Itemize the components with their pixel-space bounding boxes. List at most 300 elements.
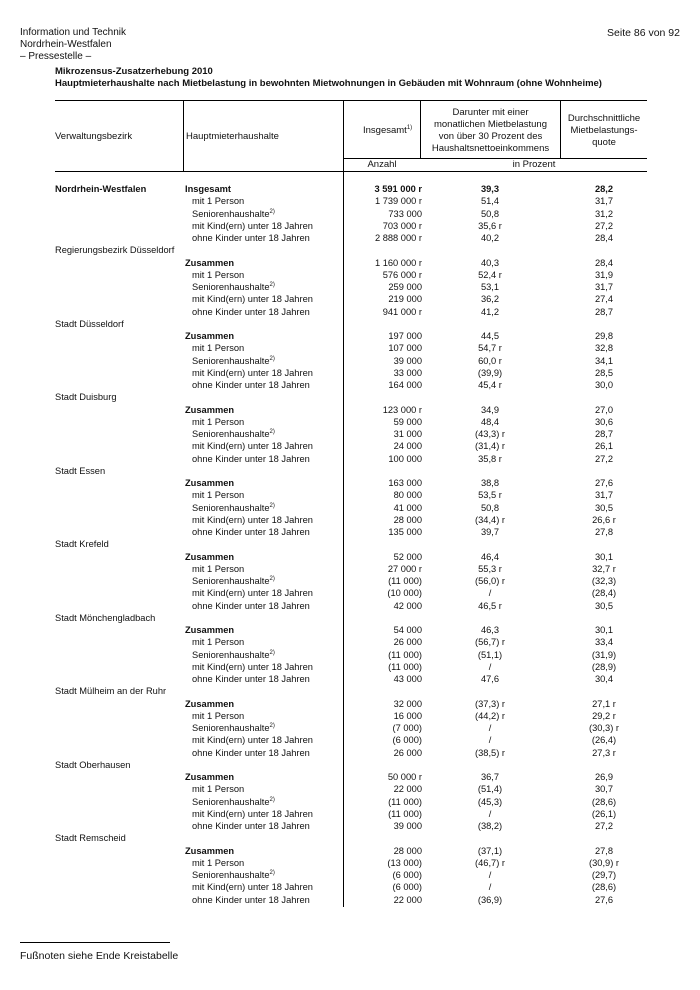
col-header-darunter — [421, 107, 560, 155]
darunter-cell: (37,1) — [477, 845, 503, 856]
durchschnitt-cell: 31,7 — [594, 196, 614, 207]
category-cell — [185, 183, 231, 195]
table-row — [0, 673, 700, 685]
footnote-reference: Fußnoten siehe Ende Kreistabelle — [20, 950, 179, 962]
durchschnitt-cell: 30,1 — [594, 551, 614, 562]
category-cell — [185, 551, 234, 563]
insgesamt-cell: (11 000) — [388, 808, 422, 819]
darunter-cell: 50,8 — [480, 208, 500, 219]
insgesamt-cell: 52 000 — [393, 551, 422, 562]
publisher-line-2: Nordrhein-Westfalen — [20, 39, 112, 50]
category-label: mit Kind(ern) unter 18 Jahren — [192, 220, 313, 231]
durchschnitt-cell: (28,9) — [591, 661, 617, 672]
bezirk-cell: Regierungsbezirk Düsseldorf — [55, 245, 175, 256]
durchschnitt-cell: 31,9 — [594, 269, 614, 280]
darunter-cell: 40,3 — [480, 257, 500, 268]
darunter-cell: 55,3 r — [478, 563, 502, 574]
darunter-cell: 39,7 — [480, 527, 500, 537]
category-footnote: 2) — [269, 576, 275, 582]
table-row — [0, 820, 700, 832]
col-header-hauptmieter: Hauptmieterhaushalte — [186, 131, 279, 142]
category-label: mit 1 Person — [192, 416, 245, 427]
category-cell — [192, 440, 313, 452]
insgesamt-cell: 219 000 — [388, 294, 422, 305]
table-row — [0, 330, 700, 342]
category-label: mit Kind(ern) unter 18 Jahren — [192, 441, 313, 452]
table-row — [0, 832, 700, 844]
table-row — [0, 440, 700, 452]
table-row — [0, 306, 700, 318]
insgesamt-cell: (7 000) — [392, 723, 422, 733]
category-cell — [192, 355, 275, 367]
unit-prozent: in Prozent — [512, 159, 556, 170]
category-cell — [192, 281, 275, 293]
category-cell — [185, 624, 234, 636]
durchschnitt-line-2: Mietbelastungs- — [570, 125, 638, 136]
table-top-rule — [55, 100, 647, 101]
darunter-cell: (56,0) r — [475, 576, 505, 586]
darunter-cell: / — [488, 588, 492, 599]
col-header-verwaltungsbezirk: Verwaltungsbezirk — [55, 131, 133, 142]
table-row — [0, 796, 700, 808]
insgesamt-cell: 43 000 — [393, 674, 422, 684]
insgesamt-cell: 80 000 — [393, 490, 422, 501]
category-cell — [192, 783, 244, 795]
table-row — [0, 293, 700, 305]
bezirk-cell: Stadt Mülheim an der Ruhr — [55, 686, 167, 697]
col-header-insgesamt — [363, 125, 412, 137]
category-label: Seniorenhaushalte — [192, 429, 270, 439]
insgesamt-cell: 54 000 — [393, 625, 422, 635]
table-row — [0, 722, 700, 734]
insgesamt-cell: 50 000 r — [387, 772, 422, 782]
durchschnitt-cell: 31,7 — [594, 490, 614, 501]
table-row — [0, 661, 700, 673]
category-cell — [192, 600, 310, 612]
bezirk-cell: Stadt Oberhausen — [55, 759, 131, 770]
category-footnote: 2) — [269, 502, 275, 509]
category-label: Seniorenhaushalte — [192, 870, 270, 880]
table-row — [0, 551, 700, 563]
category-label: Zusammen — [185, 772, 235, 782]
table-row — [0, 489, 700, 501]
table-row — [0, 857, 700, 869]
darunter-cell: 48,4 — [480, 416, 500, 427]
insgesamt-cell: 164 000 — [388, 380, 422, 390]
table-row — [0, 465, 700, 477]
insgesamt-cell: (13 000) — [387, 857, 422, 868]
category-cell — [192, 587, 313, 599]
durchschnitt-cell: 28,2 — [594, 184, 614, 194]
durchschnitt-cell: 28,4 — [594, 257, 614, 268]
category-cell — [192, 796, 275, 808]
darunter-cell: 53,1 — [480, 282, 500, 292]
darunter-cell: 35,8 r — [478, 453, 502, 464]
category-label: Seniorenhaushalte — [192, 355, 270, 366]
category-cell — [192, 894, 310, 906]
darunter-cell: 51,4 — [480, 196, 500, 207]
category-label: mit 1 Person — [192, 196, 245, 207]
darunter-cell: (43,3) r — [475, 429, 505, 439]
darunter-cell: / — [488, 870, 492, 880]
table-row — [0, 649, 700, 661]
darunter-line-3: von über 30 Prozent des — [438, 131, 543, 142]
category-label: Seniorenhaushalte — [192, 502, 270, 513]
bezirk-cell: Stadt Remscheid — [55, 833, 126, 844]
darunter-cell: 52,4 r — [478, 269, 502, 280]
insgesamt-cell: 26 000 — [393, 747, 422, 758]
category-cell — [192, 710, 244, 722]
category-cell — [192, 649, 275, 661]
category-cell — [192, 808, 313, 820]
insgesamt-cell: 16 000 — [393, 710, 422, 721]
col-header-durchschnitt — [561, 113, 647, 149]
table-row — [0, 232, 700, 244]
insgesamt-cell: 22 000 — [393, 784, 422, 795]
category-label: ohne Kinder unter 18 Jahren — [192, 306, 310, 317]
category-label: ohne Kinder unter 18 Jahren — [192, 233, 310, 243]
darunter-cell: (31,4) r — [475, 441, 505, 452]
table-row — [0, 734, 700, 746]
durchschnitt-cell: 30,0 — [594, 380, 614, 390]
category-label: Zusammen — [185, 698, 235, 709]
durchschnitt-cell: 28,5 — [594, 367, 614, 378]
bezirk-cell: Nordrhein-Westfalen — [55, 184, 147, 194]
insgesamt-cell: 41 000 — [393, 502, 422, 513]
table-row — [0, 636, 700, 648]
category-cell — [192, 367, 313, 379]
durchschnitt-cell: 26,9 — [594, 772, 614, 782]
category-cell — [192, 820, 310, 832]
insgesamt-cell: 107 000 — [388, 343, 422, 354]
category-cell — [192, 306, 310, 318]
category-cell — [185, 257, 234, 269]
table-row — [0, 894, 700, 906]
category-cell — [192, 293, 313, 305]
darunter-cell: (39,9) — [477, 367, 503, 378]
insgesamt-footnote: 1) — [406, 125, 413, 131]
table-row — [0, 318, 700, 330]
durchschnitt-cell: 27,2 — [594, 821, 614, 831]
publisher-line-3: – Pressestelle – — [20, 51, 92, 62]
category-label: Seniorenhaushalte — [192, 796, 270, 807]
category-cell — [192, 489, 244, 501]
category-label: mit Kind(ern) unter 18 Jahren — [192, 882, 313, 893]
table-body — [0, 183, 700, 906]
insgesamt-cell: 576 000 r — [382, 269, 422, 280]
category-cell — [185, 330, 234, 342]
durchschnitt-cell: 33,4 — [594, 637, 614, 648]
table-row — [0, 355, 700, 367]
insgesamt-cell: 123 000 r — [382, 404, 422, 415]
category-cell — [192, 220, 313, 232]
bezirk-cell: Stadt Essen — [55, 465, 106, 476]
insgesamt-cell: 3 591 000 r — [374, 184, 422, 194]
category-label: Zusammen — [185, 845, 235, 856]
table-row — [0, 526, 700, 538]
darunter-cell: 40,2 — [480, 233, 500, 243]
insgesamt-cell: 26 000 — [393, 637, 422, 648]
table-row — [0, 220, 700, 232]
publisher-line-1: Information und Technik — [20, 27, 126, 38]
category-cell — [192, 563, 244, 575]
darunter-cell: / — [488, 735, 492, 746]
table-row — [0, 416, 700, 428]
durchschnitt-cell: 30,1 — [594, 625, 614, 635]
category-label: Zusammen — [185, 257, 235, 268]
darunter-cell: 46,3 — [480, 625, 500, 635]
darunter-cell: (36,9) — [477, 894, 503, 905]
darunter-cell: 39,3 — [480, 184, 500, 194]
darunter-cell: 50,8 — [480, 502, 500, 513]
insgesamt-cell: 27 000 r — [387, 563, 422, 574]
category-label: mit 1 Person — [192, 637, 245, 648]
bezirk-cell: Stadt Mönchengladbach — [55, 612, 156, 623]
table-row — [0, 379, 700, 391]
insgesamt-cell: (6 000) — [392, 882, 422, 893]
table-row — [0, 869, 700, 881]
category-label: ohne Kinder unter 18 Jahren — [192, 527, 310, 537]
durchschnitt-cell: 27,2 — [594, 453, 614, 464]
darunter-line-4: Haushaltsnettoeinkommens — [431, 143, 550, 154]
category-label: Seniorenhaushalte — [192, 649, 270, 660]
durchschnitt-cell: (30,9) r — [589, 857, 619, 868]
insgesamt-cell: 28 000 — [393, 845, 422, 856]
category-label: Seniorenhaushalte — [192, 208, 270, 219]
darunter-cell: 45,4 r — [478, 380, 502, 390]
category-label: mit Kind(ern) unter 18 Jahren — [192, 588, 313, 599]
category-cell — [192, 734, 313, 746]
bezirk-cell: Stadt Duisburg — [55, 392, 117, 403]
durchschnitt-cell: 27,6 — [594, 894, 614, 905]
category-cell — [185, 477, 234, 489]
durchschnitt-cell: (30,3) r — [589, 723, 619, 733]
darunter-cell: (37,3) r — [475, 698, 505, 709]
table-row — [0, 710, 700, 722]
category-label: ohne Kinder unter 18 Jahren — [192, 453, 310, 464]
category-label: mit Kind(ern) unter 18 Jahren — [192, 294, 313, 305]
insgesamt-cell: 703 000 r — [382, 220, 422, 231]
darunter-cell: 36,2 — [480, 294, 500, 305]
durchschnitt-cell: (26,4) — [591, 735, 617, 746]
insgesamt-cell: (6 000) — [392, 870, 422, 880]
footer-rule — [20, 942, 170, 943]
table-row — [0, 563, 700, 575]
durchschnitt-cell: 30,5 — [594, 600, 614, 611]
insgesamt-cell: 1 739 000 r — [374, 196, 422, 207]
category-footnote: 2) — [269, 355, 275, 362]
category-label: Seniorenhaushalte — [192, 723, 270, 733]
category-label: Seniorenhaushalte — [192, 576, 270, 586]
category-cell — [185, 771, 234, 783]
table-row — [0, 367, 700, 379]
darunter-cell: 38,8 — [480, 478, 500, 488]
darunter-cell: 46,5 r — [478, 600, 502, 611]
category-label: mit Kind(ern) unter 18 Jahren — [192, 661, 313, 672]
darunter-cell: (51,1) — [477, 649, 503, 660]
insgesamt-cell: 59 000 — [393, 416, 422, 427]
table-row — [0, 759, 700, 771]
insgesamt-cell: (11 000) — [388, 661, 422, 672]
category-label: Zusammen — [185, 551, 235, 562]
insgesamt-cell: 22 000 — [393, 894, 422, 905]
category-label: mit 1 Person — [192, 857, 245, 868]
insgesamt-cell: 31 000 — [393, 429, 422, 439]
darunter-cell: 41,2 — [480, 306, 500, 317]
durchschnitt-cell: 27,6 — [594, 478, 614, 488]
category-label: ohne Kinder unter 18 Jahren — [192, 674, 310, 684]
category-footnote: 2) — [269, 208, 275, 215]
insgesamt-cell: 1 160 000 r — [374, 257, 422, 268]
insgesamt-cell: 733 000 — [388, 208, 422, 219]
insgesamt-cell: (11 000) — [388, 796, 422, 807]
insgesamt-cell: 163 000 — [388, 478, 422, 488]
insgesamt-cell: 197 000 — [388, 331, 422, 341]
insgesamt-cell: (10 000) — [387, 588, 422, 599]
durchschnitt-cell: 28,7 — [594, 306, 614, 317]
bezirk-cell: Stadt Düsseldorf — [55, 318, 124, 329]
durchschnitt-cell: 26,6 r — [592, 514, 616, 525]
insgesamt-cell: (6 000) — [392, 735, 422, 746]
insgesamt-cell: 259 000 — [388, 282, 422, 292]
category-cell — [192, 526, 310, 538]
category-footnote: 2) — [269, 649, 275, 656]
publisher-block — [20, 27, 126, 63]
category-label: Zusammen — [185, 625, 235, 635]
durchschnitt-cell: (29,7) — [591, 870, 617, 880]
insgesamt-cell: 42 000 — [393, 600, 422, 611]
category-cell — [192, 428, 275, 440]
darunter-cell: 47,6 — [480, 674, 500, 684]
category-label: Zusammen — [185, 404, 235, 415]
durchschnitt-cell: (26,1) — [591, 808, 617, 819]
category-label: ohne Kinder unter 18 Jahren — [192, 821, 310, 831]
table-row — [0, 808, 700, 820]
insgesamt-cell: 28 000 — [393, 514, 422, 525]
table-row — [0, 881, 700, 893]
category-cell — [192, 636, 244, 648]
insgesamt-cell: 39 000 — [393, 821, 422, 831]
table-row — [0, 783, 700, 795]
durchschnitt-cell: (32,3) — [591, 576, 617, 586]
darunter-cell: 34,9 — [480, 404, 500, 415]
category-cell — [192, 232, 310, 244]
table-row — [0, 575, 700, 587]
durchschnitt-cell: 28,4 — [594, 233, 614, 243]
darunter-cell: (51,4) — [477, 784, 503, 795]
category-cell — [192, 673, 310, 685]
insgesamt-cell: 24 000 — [393, 441, 422, 452]
durchschnitt-cell: (28,4) — [591, 588, 617, 599]
durchschnitt-cell: 27,0 — [594, 404, 614, 415]
category-label: mit Kind(ern) unter 18 Jahren — [192, 514, 313, 525]
category-label: Zusammen — [185, 331, 235, 341]
bezirk-cell: Stadt Krefeld — [55, 539, 109, 550]
darunter-cell: (56,7) r — [475, 637, 505, 648]
durchschnitt-cell: 27,1 r — [592, 698, 616, 709]
category-label: Zusammen — [185, 478, 235, 488]
table-row — [0, 281, 700, 293]
table-row — [0, 600, 700, 612]
table-row — [0, 404, 700, 416]
category-cell — [192, 379, 310, 391]
durchschnitt-cell: 27,2 — [594, 220, 614, 231]
table-row — [0, 612, 700, 624]
darunter-cell: 35,6 r — [478, 220, 502, 231]
darunter-cell: (38,2) — [477, 821, 503, 831]
category-cell — [185, 404, 234, 416]
darunter-cell: 54,7 r — [478, 343, 502, 354]
durchschnitt-cell: 34,1 — [594, 355, 614, 366]
category-cell — [192, 869, 275, 881]
insgesamt-cell: (11 000) — [388, 576, 422, 586]
category-label: ohne Kinder unter 18 Jahren — [192, 894, 310, 905]
table-row — [0, 685, 700, 697]
darunter-cell: (34,4) r — [475, 514, 505, 525]
insgesamt-cell: 32 000 — [393, 698, 422, 709]
insgesamt-label: Insgesamt — [363, 125, 407, 136]
darunter-cell: (46,7) r — [475, 857, 505, 868]
durchschnitt-cell: 28,7 — [594, 429, 614, 439]
table-row — [0, 183, 700, 195]
category-label: mit 1 Person — [192, 563, 245, 574]
table-row — [0, 587, 700, 599]
category-cell — [192, 416, 244, 428]
durchschnitt-cell: (28,6) — [591, 882, 617, 893]
category-cell — [192, 208, 275, 220]
darunter-cell: / — [488, 723, 492, 733]
category-cell — [192, 722, 275, 734]
category-cell — [185, 845, 234, 857]
category-footnote: 2) — [269, 870, 275, 876]
table-row — [0, 428, 700, 440]
table-subtitle: Hauptmieterhaushalte nach Mietbelastung in bewohnten Mietwohnungen in Gebäuden mit Wohnraum (ohne Wohnheime) — [55, 78, 602, 89]
insgesamt-cell: (11 000) — [388, 649, 422, 660]
durchschnitt-line-1: Durchschnittliche — [567, 113, 641, 124]
category-cell — [192, 195, 244, 207]
table-title: Mikrozensus-Zusatzerhebung 2010 — [55, 66, 213, 77]
category-label: ohne Kinder unter 18 Jahren — [192, 747, 310, 758]
table-row — [0, 538, 700, 550]
category-label: ohne Kinder unter 18 Jahren — [192, 600, 310, 611]
category-label: mit 1 Person — [192, 490, 245, 501]
table-row — [0, 257, 700, 269]
category-cell — [192, 747, 310, 759]
darunter-line-2: monatlichen Mietbelastung — [433, 119, 547, 130]
insgesamt-cell: 135 000 — [388, 527, 422, 537]
durchschnitt-cell: 27,3 r — [592, 747, 616, 758]
table-row — [0, 208, 700, 220]
category-cell — [192, 502, 275, 514]
durchschnitt-cell: 30,6 — [594, 416, 614, 427]
table-row — [0, 514, 700, 526]
table-row — [0, 624, 700, 636]
category-cell — [192, 453, 310, 465]
category-cell — [192, 342, 244, 354]
category-cell — [192, 514, 313, 526]
category-label: mit 1 Person — [192, 269, 245, 280]
insgesamt-cell: 39 000 — [393, 355, 422, 366]
category-cell — [185, 698, 234, 710]
durchschnitt-cell: 27,8 — [594, 527, 614, 537]
category-cell — [192, 857, 244, 869]
category-label: Seniorenhaushalte — [192, 282, 270, 292]
table-row — [0, 771, 700, 783]
durchschnitt-cell: 31,2 — [594, 208, 614, 219]
darunter-cell: 60,0 r — [478, 355, 502, 366]
table-row — [0, 502, 700, 514]
table-row — [0, 453, 700, 465]
